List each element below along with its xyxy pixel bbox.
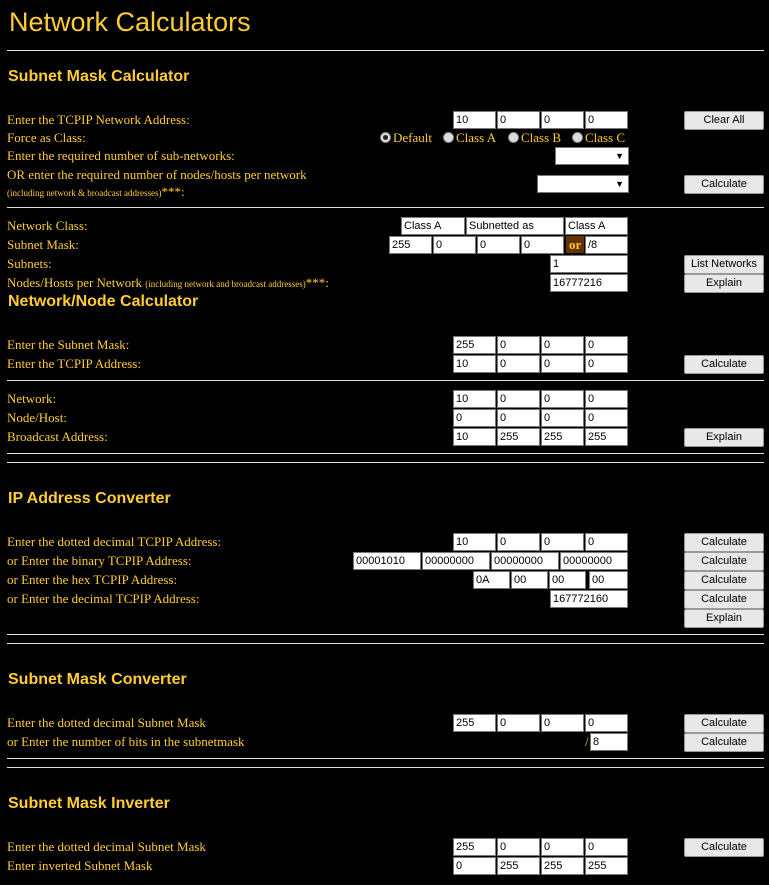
network-address-octet-2[interactable]: 0 [497, 111, 540, 129]
nn-tcpip-octet-2[interactable]: 0 [497, 355, 540, 373]
subnets-field: 1 [550, 255, 628, 273]
network-octet-3: 0 [541, 390, 584, 408]
ip-address-converter-heading: IP Address Converter [8, 490, 171, 507]
mi-dotted-octet-3[interactable]: 0 [541, 838, 584, 856]
nn-subnet-mask-octet-1[interactable]: 255 [453, 336, 496, 354]
mi-dotted-label: Enter the dotted decimal Subnet Mask [7, 839, 206, 854]
mc-dotted-label: Enter the dotted decimal Subnet Mask [7, 715, 206, 730]
network-address-octet-1[interactable]: 10 [453, 111, 496, 129]
nodes-note-label: (including network & broadcast addresses)***: [7, 184, 185, 199]
subnet-mask-label: Subnet Mask: [7, 237, 79, 252]
binary-address-label: or Enter the binary TCPIP Address: [7, 553, 192, 568]
nodes-per-network-field: 16777216 [550, 274, 628, 292]
radio-selected-icon [380, 132, 391, 143]
chevron-down-icon: ▼ [615, 179, 624, 189]
mi-inverted-octet-2[interactable]: 255 [497, 857, 540, 875]
force-class-label: Force as Class: [7, 130, 86, 145]
divider [7, 643, 764, 644]
hex-octet-1[interactable]: 0A [473, 571, 510, 589]
divider [7, 50, 764, 51]
binary-octet-1[interactable]: 00001010 [353, 552, 421, 570]
mi-dotted-octet-1[interactable]: 255 [453, 838, 496, 856]
mc-dotted-octet-3[interactable]: 0 [541, 714, 584, 732]
or-label: or [566, 236, 584, 253]
mc-bits-input[interactable]: 8 [590, 733, 628, 751]
explain-button[interactable]: Explain [684, 609, 764, 628]
nn-subnet-mask-octet-3[interactable]: 0 [541, 336, 584, 354]
subnetted-class-field: Class A [565, 217, 628, 235]
explain-button[interactable]: Explain [684, 274, 764, 293]
broadcast-octet-2: 255 [497, 428, 540, 446]
calculate-button[interactable]: Calculate [684, 838, 764, 857]
subnets-label: Subnets: [7, 256, 52, 271]
calculate-button[interactable]: Calculate [684, 355, 764, 374]
mi-inverted-octet-1[interactable]: 0 [453, 857, 496, 875]
hex-octet-4[interactable]: 00 [589, 571, 628, 589]
broadcast-octet-1: 10 [453, 428, 496, 446]
nn-subnet-mask-label: Enter the Subnet Mask: [7, 337, 130, 352]
network-address-label: Enter the TCPIP Network Address: [7, 112, 190, 127]
subnet-mask-calculator-heading: Subnet Mask Calculator [8, 68, 190, 85]
broadcast-octet-3: 255 [541, 428, 584, 446]
radio-class-c[interactable]: Class C [572, 130, 625, 146]
binary-octet-2[interactable]: 00000000 [422, 552, 490, 570]
radio-class-b[interactable]: Class B [508, 130, 561, 146]
subnetworks-label: Enter the required number of sub-networks: [7, 148, 235, 163]
nn-tcpip-octet-3[interactable]: 0 [541, 355, 584, 373]
page-title: Network Calculators [9, 7, 251, 37]
calculate-button[interactable]: Calculate [684, 533, 764, 552]
hex-octet-2[interactable]: 00 [511, 571, 548, 589]
node-octet-2: 0 [497, 409, 540, 427]
divider [7, 453, 764, 454]
network-node-calculator-heading: Network/Node Calculator [8, 293, 199, 310]
nn-subnet-mask-octet-2[interactable]: 0 [497, 336, 540, 354]
calculate-button[interactable]: Calculate [684, 714, 764, 733]
calculate-button[interactable]: Calculate [684, 733, 764, 752]
nodes-select[interactable] [537, 175, 629, 193]
hex-address-label: or Enter the hex TCPIP Address: [7, 572, 178, 587]
radio-icon [508, 132, 519, 143]
mc-dotted-octet-2[interactable]: 0 [497, 714, 540, 732]
explain-button[interactable]: Explain [684, 428, 764, 447]
network-address-octet-4[interactable]: 0 [585, 111, 628, 129]
radio-class-a[interactable]: Class A [443, 130, 496, 146]
calculate-button[interactable]: Calculate [684, 571, 764, 590]
mc-dotted-octet-4[interactable]: 0 [585, 714, 628, 732]
node-octet-3: 0 [541, 409, 584, 427]
subnet-mask-octet-3: 0 [477, 236, 520, 254]
broadcast-label: Broadcast Address: [7, 429, 108, 444]
calculate-button[interactable]: Calculate [684, 175, 764, 194]
divider [7, 462, 764, 463]
binary-octet-4[interactable]: 00000000 [560, 552, 628, 570]
clear-all-button[interactable]: Clear All [684, 111, 764, 130]
mi-inverted-octet-4[interactable]: 255 [585, 857, 628, 875]
mi-inverted-octet-3[interactable]: 255 [541, 857, 584, 875]
chevron-down-icon: ▼ [615, 151, 624, 161]
nn-tcpip-label: Enter the TCPIP Address: [7, 356, 141, 371]
mc-bits-label: or Enter the number of bits in the subnetmask [7, 734, 245, 749]
subnet-mask-octet-4: 0 [521, 236, 564, 254]
subnet-mask-octet-1: 255 [389, 236, 432, 254]
radio-default[interactable]: Default [380, 130, 432, 146]
subnet-mask-inverter-heading: Subnet Mask Inverter [8, 795, 170, 812]
radio-icon [443, 132, 454, 143]
dotted-octet-2[interactable]: 0 [497, 533, 540, 551]
binary-octet-3[interactable]: 00000000 [491, 552, 559, 570]
network-octet-4: 0 [585, 390, 628, 408]
hex-octet-3[interactable]: 00 [549, 571, 586, 589]
mi-inverted-label: Enter inverted Subnet Mask [7, 858, 153, 873]
network-octet-1: 10 [453, 390, 496, 408]
dotted-address-label: Enter the dotted decimal TCPIP Address: [7, 534, 222, 549]
subnetted-as-field: Subnetted as [466, 217, 564, 235]
network-label: Network: [7, 391, 57, 406]
node-octet-1: 0 [453, 409, 496, 427]
network-octet-2: 0 [497, 390, 540, 408]
nn-tcpip-octet-4[interactable]: 0 [585, 355, 628, 373]
radio-icon [572, 132, 583, 143]
broadcast-octet-4: 255 [585, 428, 628, 446]
nodes-label: OR enter the required number of nodes/hosts per network [7, 167, 307, 182]
decimal-address-input[interactable]: 167772160 [550, 590, 628, 608]
mi-dotted-octet-4[interactable]: 0 [585, 838, 628, 856]
calculate-button[interactable]: Calculate [684, 552, 764, 571]
divider [7, 767, 764, 768]
subnetworks-select[interactable] [555, 147, 629, 165]
nn-subnet-mask-octet-4[interactable]: 0 [585, 336, 628, 354]
node-label: Node/Host: [7, 410, 67, 425]
subnet-mask-converter-heading: Subnet Mask Converter [8, 671, 187, 688]
network-class-label: Network Class: [7, 218, 88, 233]
network-address-octet-3[interactable]: 0 [541, 111, 584, 129]
calculate-button[interactable]: Calculate [684, 590, 764, 609]
mc-dotted-octet-1[interactable]: 255 [453, 714, 496, 732]
nodes-per-network-label: Nodes/Hosts per Network (including network and broadcast addresses)***: [7, 275, 329, 290]
divider [7, 758, 764, 759]
node-octet-4: 0 [585, 409, 628, 427]
divider [7, 634, 764, 635]
subnet-mask-octet-2: 0 [433, 236, 476, 254]
nn-tcpip-octet-1[interactable]: 10 [453, 355, 496, 373]
divider [7, 207, 764, 208]
list-networks-button[interactable]: List Networks [684, 255, 764, 274]
divider [7, 380, 764, 381]
dotted-octet-1[interactable]: 10 [453, 533, 496, 551]
mi-dotted-octet-2[interactable]: 0 [497, 838, 540, 856]
dotted-octet-3[interactable]: 0 [541, 533, 584, 551]
dotted-octet-4[interactable]: 0 [585, 533, 628, 551]
decimal-address-label: or Enter the decimal TCPIP Address: [7, 591, 200, 606]
network-class-field: Class A [401, 217, 465, 235]
slash-label: / [585, 734, 589, 749]
subnet-mask-bits-field: /8 [585, 236, 628, 254]
